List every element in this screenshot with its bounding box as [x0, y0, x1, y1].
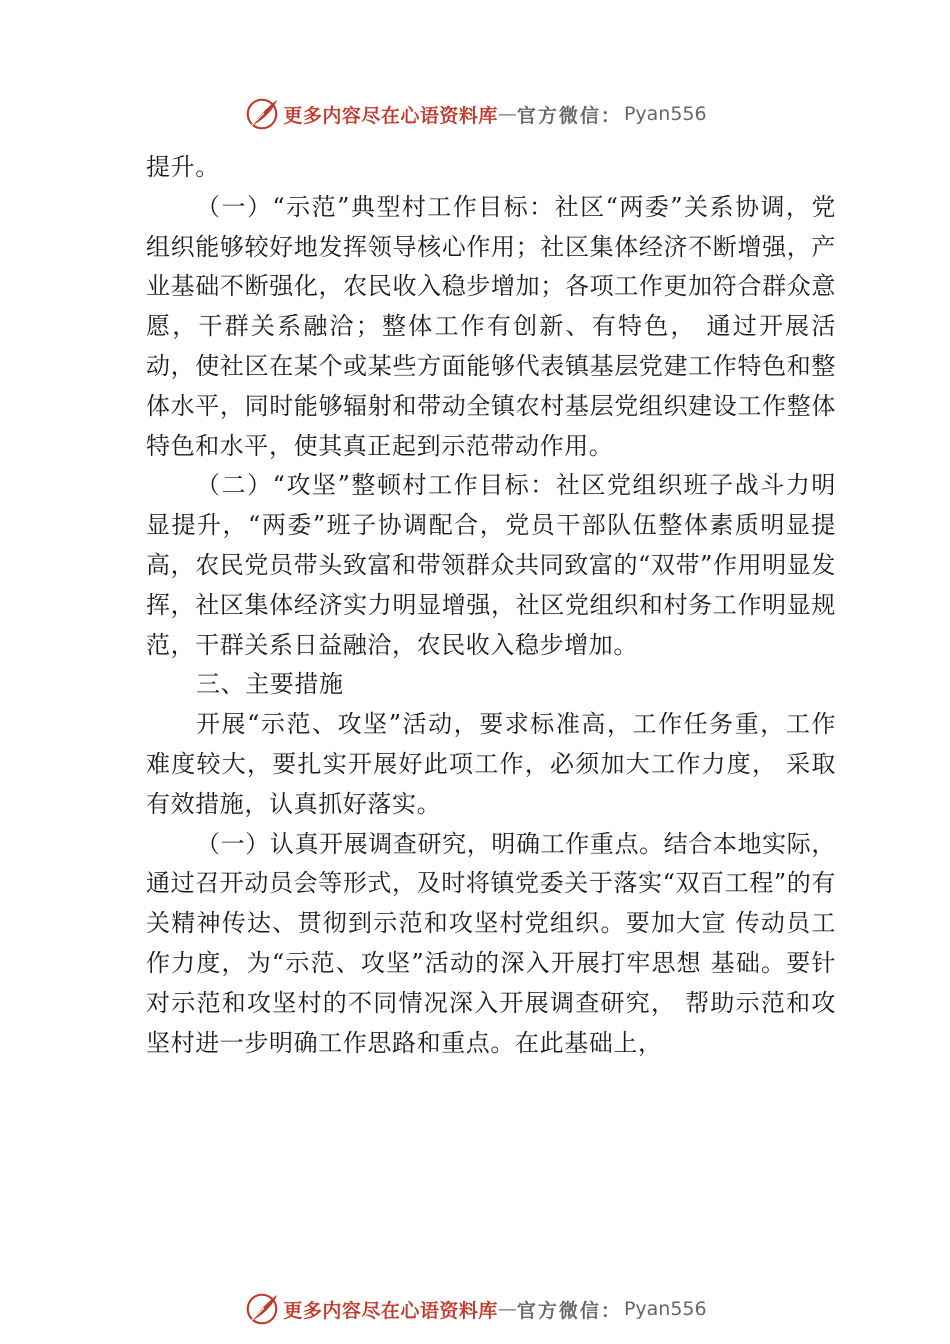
- watermark-wechat-id: Pyan556: [623, 1298, 707, 1320]
- paragraph-measures-intro: 开展“示范、攻坚”活动，要求标准高，工作任务重，工作难度较大，要扎实开展好此项工作，必须加大工作力度， 采取有效措施，认真抓好落实。: [146, 710, 836, 818]
- section-heading-main-measures: 三、主要措施: [196, 670, 344, 699]
- paragraph-rectification-village-goals: （二）“攻坚”整顿村工作目标：社区党组织班子战斗力明显提升，“两委”班子协调配合，党员干部队伍整体素质明显提高，农民党员带头致富和带领群众共同致富的“双带”作用明显发挥，社区集体经济实力明显增强，社区党组织和村务工作明显规范，干群关系日益融洽，农民收入稳步增加。: [146, 471, 836, 659]
- footer-watermark: [0, 1289, 950, 1329]
- watermark-label: 官方微信：: [516, 104, 622, 127]
- header-watermark: [0, 94, 950, 134]
- quill-logo-icon: [243, 1290, 281, 1328]
- paragraph-demo-village-goals: （一）“示范”典型村工作目标：社区“两委”关系协调，党组织能够较好地发挥领导核心作用；社区集体经济不断增强，产业基础不断强化，农民收入稳步增加；各项工作更加符合群众意愿，干群关系融洽；整体工作有创新、有特色， 通过开展活动，使社区在某个或某些方面能够代表镇基层党建工作特色和整体水平，同时能够辐射和带动全镇农村基层党组织建设工作整体特色和水平，使其真正起到示范带动作用。: [146, 192, 836, 460]
- quill-logo-icon: [243, 95, 281, 133]
- watermark-separator: —: [497, 103, 517, 125]
- watermark-label: 官方微信：: [516, 1299, 622, 1322]
- paragraph-research-measure: （一）认真开展调查研究，明确工作重点。结合本地实际，通过召开动员会等形式，及时将镇党委关于落实“双百工程”的有关精神传达、贯彻到示范和攻坚村党组织。要加大宣 传动员工作力度，为“示范、攻坚”活动的深入开展打牢思想 基础。要针对示范和攻坚村的不同情况深入开展调查研究， 帮助示范和攻坚村进一步明确工作思路和重点。在此基础上，: [146, 829, 836, 1057]
- document-body: [146, 148, 836, 1063]
- watermark-main-text: 更多内容尽在心语资料库: [283, 104, 498, 127]
- watermark-separator: —: [497, 1298, 517, 1320]
- watermark-main-text: 更多内容尽在心语资料库: [283, 1299, 498, 1322]
- watermark-wechat-id: Pyan556: [623, 103, 707, 125]
- paragraph-continuation: 提升。: [146, 153, 220, 181]
